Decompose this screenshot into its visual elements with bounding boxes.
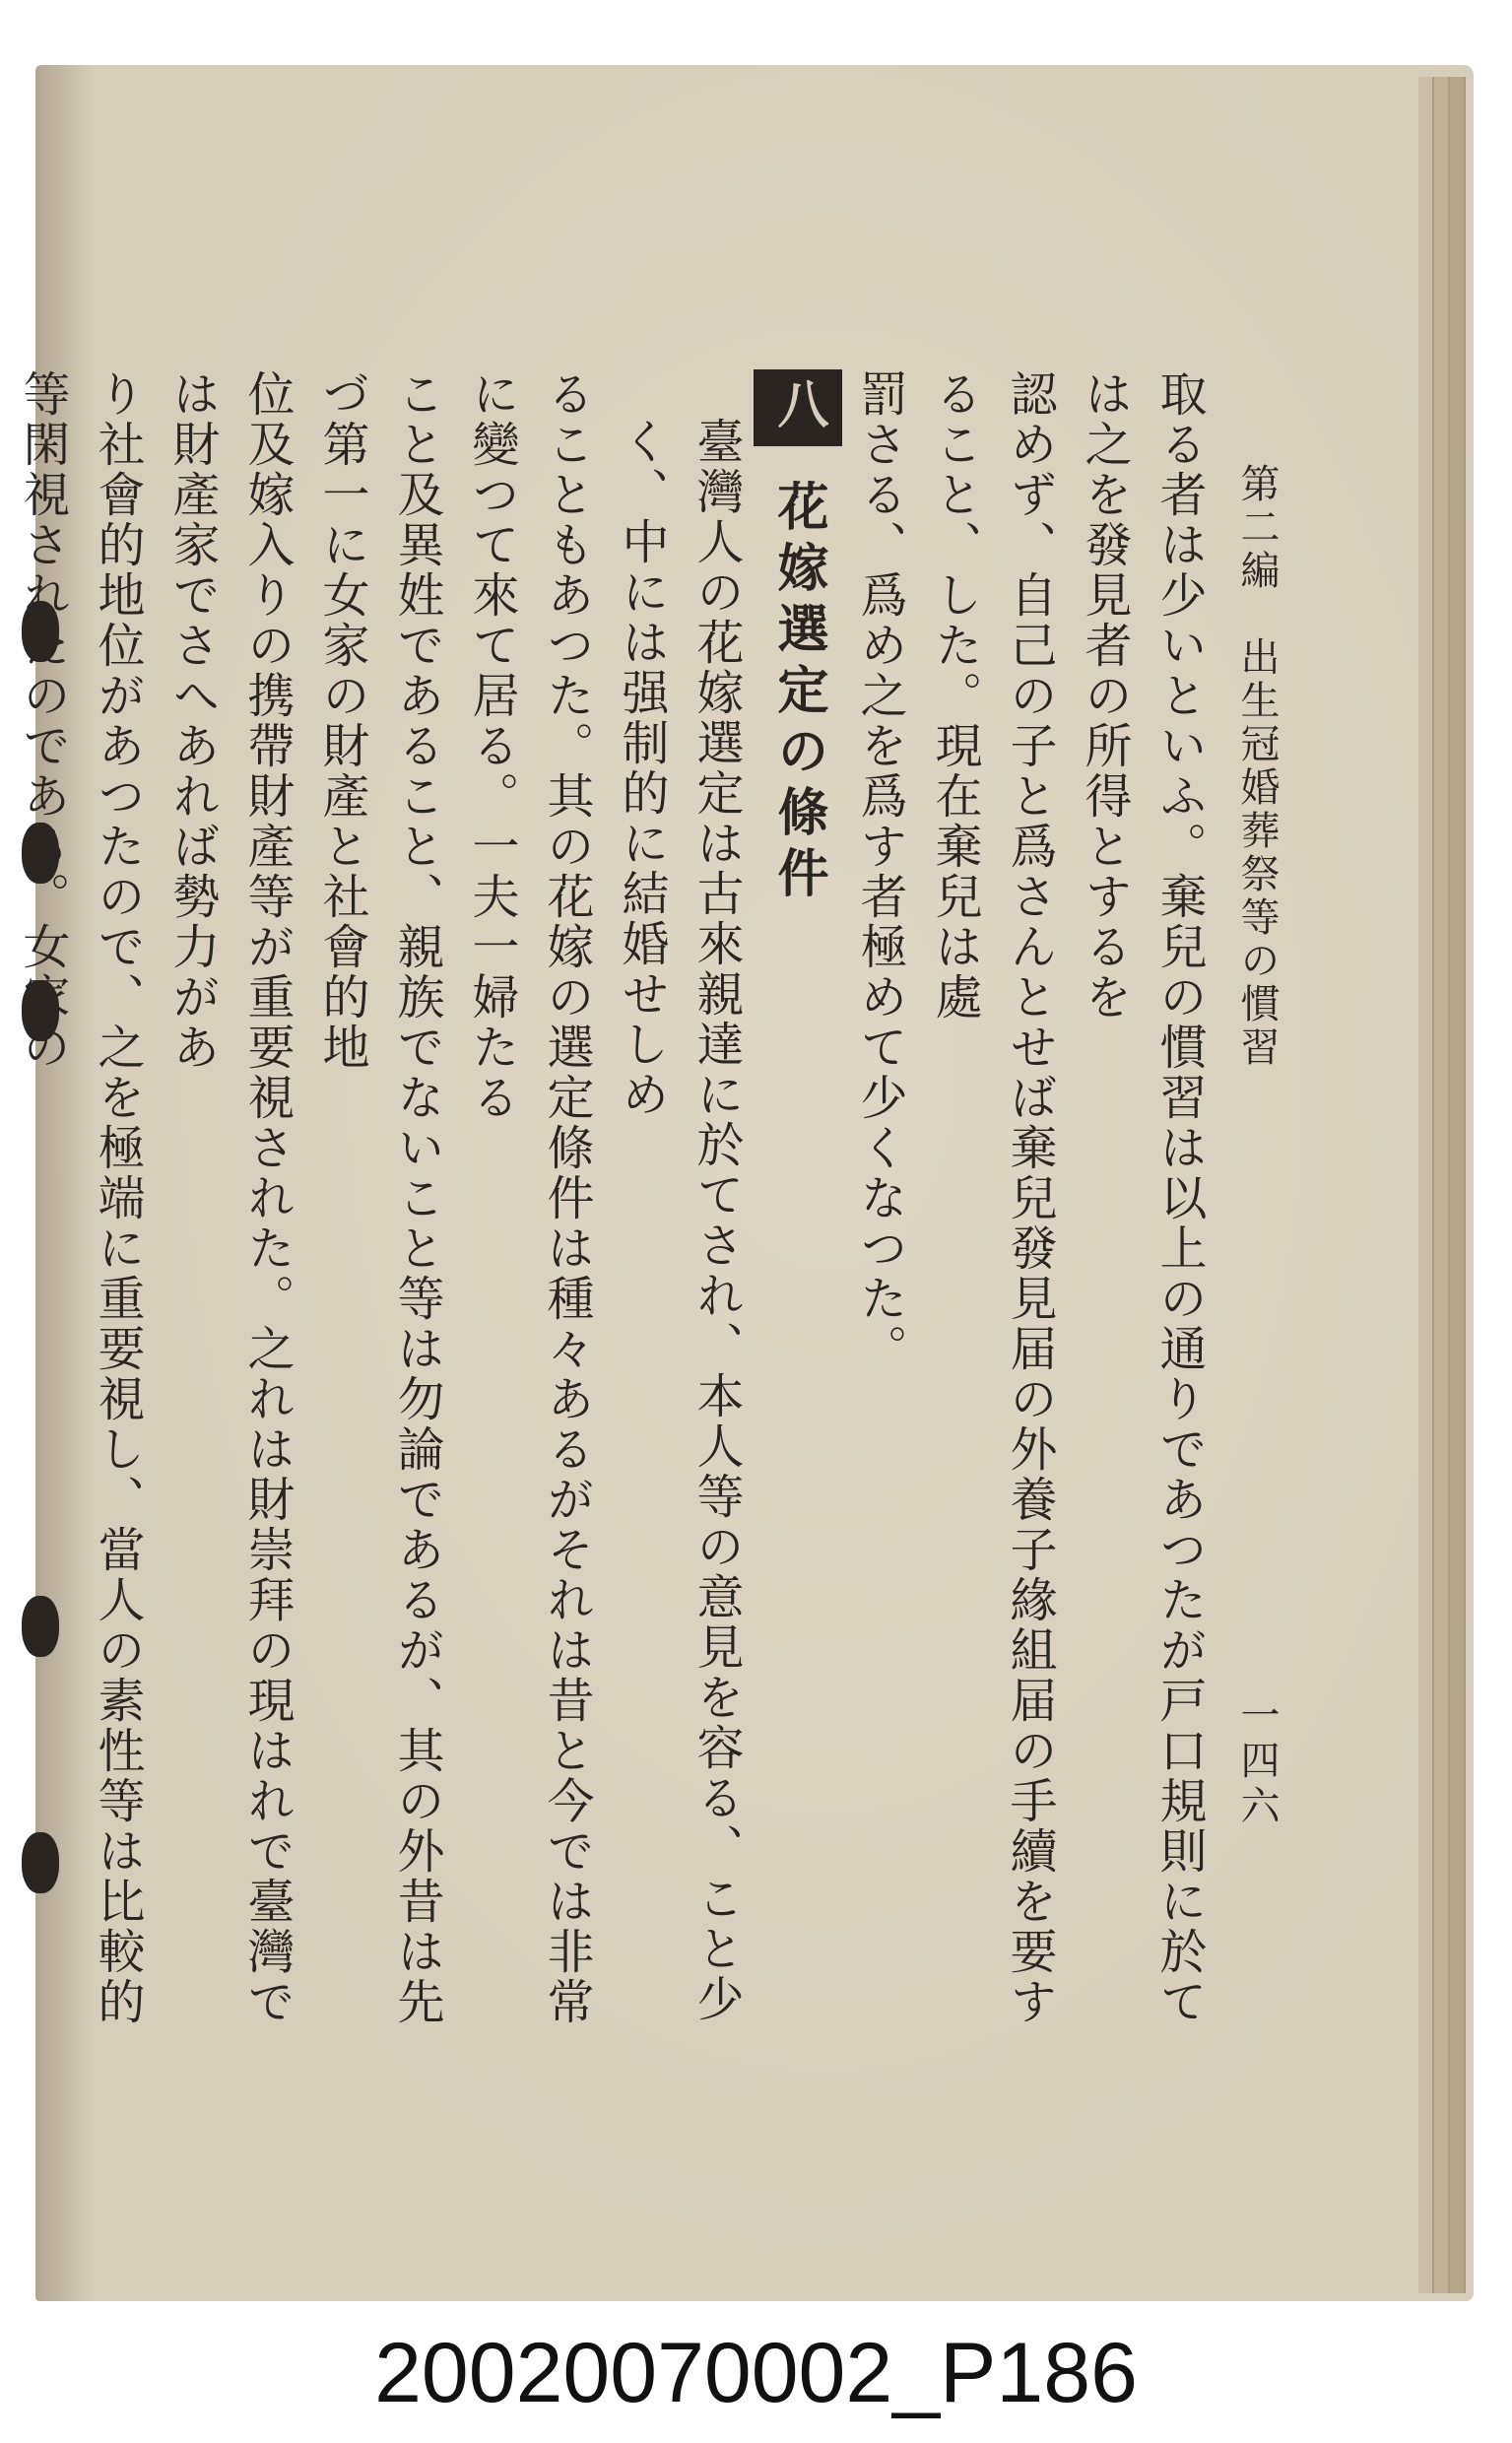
text-line: こと及異姓であること、親族でないこと等は勿論であるが、其の外昔は先づ第一に女家の財產と社會的地 (314, 369, 444, 2027)
text-line: 臺灣人の花嫁選定は古來親達に於てされ、本人等の意見を容る、こと少く、中には强制的に結婚せしめ (614, 417, 744, 2024)
text-line: り社會的地位があつたので、之を極端に重要視し、當人の素性等は比較的等閑視されたのである。女家の (15, 369, 145, 2027)
section-heading (754, 369, 842, 2064)
page-edge (1434, 77, 1450, 2293)
section-title: 花嫁選定の條件 (768, 480, 828, 907)
page-edge (1450, 77, 1466, 2293)
body-text (0, 369, 1216, 2064)
text-line: ることもあつた。其の花嫁の選定條件は種々あるがそれは昔と今では非常に變つて來て居る。一夫一婦たる (464, 369, 594, 2027)
text-line: 認めず、自己の子と爲さんとせば棄兒發見届の外養子緣組届の手續を要すること、した。現在棄兒は處 (927, 369, 1057, 2027)
section-number: 八 (754, 369, 842, 446)
text-line: 取る者は少いといふ。棄兒の慣習は以上の通りであつたが戸口規則に於ては之を發見者の所得とするを (1077, 369, 1207, 2027)
text-line: 位及嫁入りの携帶財產等が重要視された。之れは財崇拜の現はれで臺灣では財產家でさへあれば勢力があ (164, 369, 295, 2027)
text-line: 罰さる、爲め之を爲す者極めて少くなつた。 (852, 369, 907, 1374)
running-header: 第二編 出生冠婚葬祭等の慣習 (1234, 463, 1280, 1070)
page-edge (1418, 77, 1434, 2293)
image-caption: 20020070002_P186 (374, 2326, 1138, 2420)
text-line (0, 369, 5, 2064)
page-number: 一四六 (1234, 1694, 1280, 1830)
